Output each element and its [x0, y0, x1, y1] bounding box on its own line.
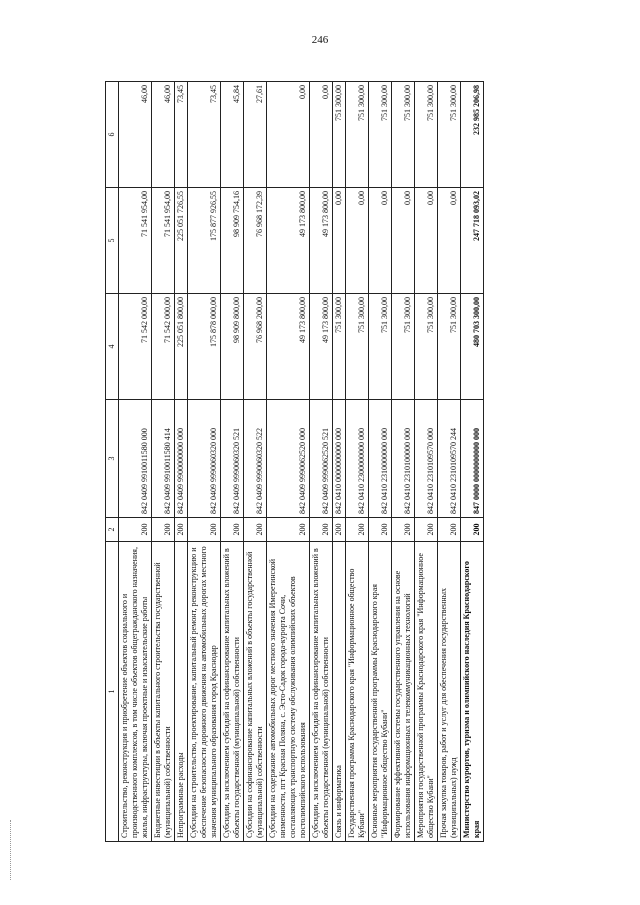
table-row — [310, 82, 333, 842]
table-cell-code: 200 — [333, 518, 346, 542]
table-cell-kbk: 842 0409 9900000000 000 — [175, 400, 188, 518]
table-cell-fact: 247 718 093,02 — [461, 188, 484, 294]
table-cell-code: 200 — [369, 518, 392, 542]
table-cell-pct: 751 300,00 — [346, 82, 369, 188]
table-row — [267, 82, 310, 842]
table-cell-kbk: 842 0410 2310109570 244 — [438, 400, 461, 518]
table-cell-plan: 49 173 800,00 — [267, 294, 310, 400]
table-cell-name: Государственная программа Краснодарского края "Информационное общество Кубани" — [346, 542, 369, 842]
table-row — [333, 82, 346, 842]
column-header: 1 — [106, 542, 119, 842]
table-cell-kbk: 842 0409 9910011580 414 — [152, 400, 175, 518]
table-cell-fact: 0,00 — [438, 188, 461, 294]
table-cell-fact: 71 541 954,00 — [119, 188, 152, 294]
table-cell-code: 200 — [175, 518, 188, 542]
table-cell-plan: 49 173 800,00 — [310, 294, 333, 400]
rotated-table-container — [105, 82, 575, 842]
table-cell-code: 200 — [415, 518, 438, 542]
table-cell-name: Субсидии на софинансирование капитальных вложений в объекты государственной (муниципальной) собственности — [244, 542, 267, 842]
table-row — [119, 82, 152, 842]
table-cell-plan: 71 542 000,00 — [152, 294, 175, 400]
table-cell-name: Прочая закупка товаров, работ и услуг для обеспечения государственных (муниципальных) нужд — [438, 542, 461, 842]
table-cell-plan: 98 909 800,00 — [221, 294, 244, 400]
budget-table — [105, 81, 484, 842]
table-cell-name: Основные мероприятия государственной программы Краснодарского края "Информационное общество Кубани" — [369, 542, 392, 842]
table-cell-plan: 175 878 000,00 — [188, 294, 221, 400]
table-cell-fact: 49 173 800,00 — [310, 188, 333, 294]
column-header: 4 — [106, 294, 119, 400]
table-cell-kbk: 842 0409 9990060320 521 — [221, 400, 244, 518]
table-cell-name: Связь и информатика — [333, 542, 346, 842]
table-cell-kbk: 842 0410 2310109570 000 — [415, 400, 438, 518]
table-cell-name: Бюджетные инвестиции в объекты капитального строительства государственной (муниципальной) собственности — [152, 542, 175, 842]
table-row — [392, 82, 415, 842]
table-cell-name: Формирование эффективной системы государственного управления на основе использования информационных и телекоммуникационных технологий — [392, 542, 415, 842]
table-cell-pct: 0,00 — [310, 82, 333, 188]
table-cell-code: 200 — [221, 518, 244, 542]
table-cell-plan: 751 300,00 — [333, 294, 346, 400]
table-cell-pct: 73,45 — [188, 82, 221, 188]
table-cell-kbk: 847 0000 0000000000 000 — [461, 400, 484, 518]
table-cell-name: Непрограммные расходы — [175, 542, 188, 842]
table-cell-plan: 480 703 300,00 — [461, 294, 484, 400]
table-row — [244, 82, 267, 842]
table-row — [188, 82, 221, 842]
table-header-row — [106, 82, 119, 842]
table-cell-plan: 751 300,00 — [369, 294, 392, 400]
table-cell-fact: 49 173 800,00 — [267, 188, 310, 294]
table-cell-fact: 76 968 172,39 — [244, 188, 267, 294]
table-cell-pct: 232 985 206,98 — [461, 82, 484, 188]
table-row — [369, 82, 392, 842]
table-cell-plan: 71 542 000,00 — [119, 294, 152, 400]
table-cell-pct: 751 300,00 — [369, 82, 392, 188]
table-cell-pct: 0,00 — [267, 82, 310, 188]
table-row — [461, 82, 484, 842]
scan-edge-mark — [10, 820, 12, 880]
table-cell-kbk: 842 0410 2300000000 000 — [346, 400, 369, 518]
table-cell-fact: 0,00 — [392, 188, 415, 294]
table-cell-kbk: 842 0410 0000000000 000 — [333, 400, 346, 518]
table-cell-code: 200 — [438, 518, 461, 542]
table-cell-pct: 45,84 — [221, 82, 244, 188]
table-row — [438, 82, 461, 842]
table-cell-pct: 751 300,00 — [392, 82, 415, 188]
table-row — [175, 82, 188, 842]
table-cell-name: Субсидии на строительство, проектирование, капитальный ремонт, реконструкцию и обеспечение безопасности дорожного движения на автомобильных дорогах местного значения муниципального образования город Краснодар — [188, 542, 221, 842]
table-cell-name: Субсидии, за исключением субсидий на софинансирование капитальных вложений в объекты государственной (муниципальной) собственности — [310, 542, 333, 842]
table-row — [415, 82, 438, 842]
table-cell-code: 200 — [152, 518, 175, 542]
table-cell-kbk: 842 0409 9990060320 000 — [188, 400, 221, 518]
table-cell-pct: 751 300,00 — [438, 82, 461, 188]
column-header: 5 — [106, 188, 119, 294]
column-header: 6 — [106, 82, 119, 188]
table-cell-pct: 751 300,00 — [415, 82, 438, 188]
table-cell-fact: 0,00 — [369, 188, 392, 294]
table-cell-kbk: 842 0410 2310100000 000 — [392, 400, 415, 518]
table-cell-fact: 98 909 754,16 — [221, 188, 244, 294]
table-row — [152, 82, 175, 842]
table-cell-kbk: 842 0410 2310000000 000 — [369, 400, 392, 518]
page-number: 246 — [311, 34, 329, 46]
table-cell-fact: 0,00 — [346, 188, 369, 294]
table-cell-kbk: 842 0409 9990060320 522 — [244, 400, 267, 518]
table-cell-code: 200 — [346, 518, 369, 542]
table-cell-fact: 175 877 926,55 — [188, 188, 221, 294]
table-cell-fact: 71 541 954,00 — [152, 188, 175, 294]
table-cell-plan: 751 300,00 — [415, 294, 438, 400]
table-cell-pct: 46,00 — [152, 82, 175, 188]
table-cell-name: Строительство, реконструкция и приобретение объектов социального и производственного комплексов, в том числе объектов общегражданского назначения, жилья, инфраструктуры, включая проектные и изыскательские работы — [119, 542, 152, 842]
table-cell-pct: 73,45 — [175, 82, 188, 188]
table-cell-plan: 751 300,00 — [346, 294, 369, 400]
table-cell-kbk: 842 0409 9990062520 000 — [267, 400, 310, 518]
table-cell-code: 200 — [188, 518, 221, 542]
table-cell-pct: 27,61 — [244, 82, 267, 188]
table-cell-name: Субсидии на содержание автомобильных дорог местного значения Имеретинской низменности, пгт Красная Поляна, с. Эсто-Садок города-курорта Сочи, составляющих транспортную систему обслуживания олимпийских объектов постолимпийского использования — [267, 542, 310, 842]
table-cell-plan: 751 300,00 — [438, 294, 461, 400]
table-cell-plan: 751 300,00 — [392, 294, 415, 400]
table-cell-fact: 225 051 726,55 — [175, 188, 188, 294]
table-row — [221, 82, 244, 842]
table-cell-pct: 46,00 — [119, 82, 152, 188]
table-cell-name: Мероприятия государственной программы Краснодарского края "Информационное общество Кубани" — [415, 542, 438, 842]
table-row — [346, 82, 369, 842]
table-cell-code: 200 — [267, 518, 310, 542]
column-header: 3 — [106, 400, 119, 518]
table-cell-plan: 76 968 200,00 — [244, 294, 267, 400]
table-cell-code: 200 — [310, 518, 333, 542]
table-cell-kbk: 842 0409 9990062520 521 — [310, 400, 333, 518]
table-cell-code: 200 — [461, 518, 484, 542]
table-cell-code: 200 — [119, 518, 152, 542]
table-cell-fact: 0,00 — [333, 188, 346, 294]
table-cell-name: Субсидии, за исключением субсидий на софинансирование капитальных вложений в объекты государственной (муниципальной) собственности — [221, 542, 244, 842]
table-cell-code: 200 — [392, 518, 415, 542]
table-cell-code: 200 — [244, 518, 267, 542]
table-cell-fact: 0,00 — [415, 188, 438, 294]
table-cell-plan: 225 051 800,00 — [175, 294, 188, 400]
column-header: 2 — [106, 518, 119, 542]
table-cell-kbk: 842 0409 9910011580 000 — [119, 400, 152, 518]
table-cell-name: Министерство курортов, туризма и олимпийского наследия Краснодарского края — [461, 542, 484, 842]
table-cell-pct: 751 300,00 — [333, 82, 346, 188]
